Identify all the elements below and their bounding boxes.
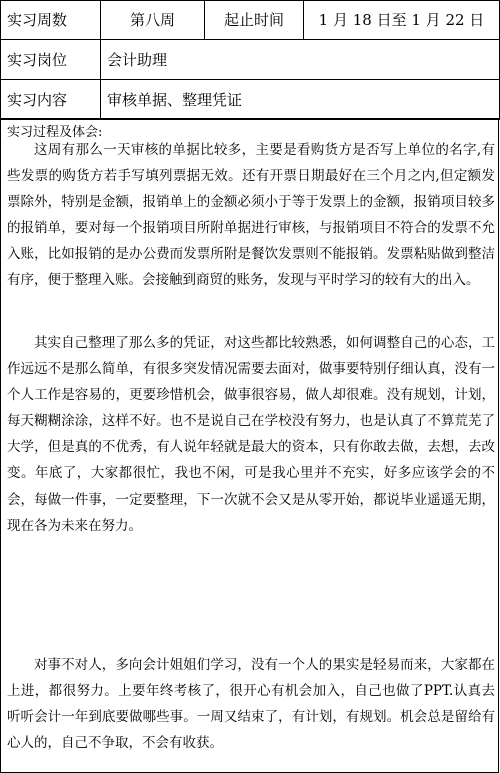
content-value: 审核单据、整理凭证	[101, 80, 500, 120]
position-row	[1, 40, 500, 80]
content-label: 实习内容	[1, 80, 101, 120]
section-label: 实习过程及体会:	[7, 125, 103, 140]
period-value: 1 月 18 日至 1 月 22 日	[304, 1, 500, 40]
content-row	[1, 80, 500, 120]
reflection-section	[0, 118, 499, 773]
paragraph-3: 对事不对人，多向会计姐姐们学习，没有一个人的果实是轻易而来，大家都在上进，都很努力。上要年终考核了，很开心有机会加入，自己也做了PPT.认真去听听会计一年到底要做哪些事。一周又结束了，有计划，有规划。机会总是留给有心人的，自己不争取，不会有收获。	[7, 657, 495, 752]
weeks-value: 第八周	[101, 1, 205, 40]
report-header-table	[0, 0, 500, 120]
paragraph-2: 其实自己整理了那么多的凭证，对这些都比较熟悉，如何调整自己的心态，工作远远不是那么简单，有很多突发情况需要去面对，做事要特别仔细认真，没有一个人工作是容易的，更要珍惜机会，做事很容易，做人却很难。没有规划，计划，每天糊糊涂涂，这样不好。也不是说自己在学校没有努力，也是认真了不算荒芜了大学，但是真的不优秀，有人说年轻就是最大的资本，只有你敢去做，去想，去改变。年底了，大家都很忙，我也不闲，可是我心里并不充实，好多应该学会的不会，每做一件事，一定要整理，下一次就不会又是从零开始，都说毕业遥遥无期，现在各为未来在努力。	[7, 335, 495, 534]
weeks-row	[1, 1, 500, 40]
period-label: 起止时间	[205, 1, 304, 40]
paragraph-1: 这周有那么一天审核的单据比较多，主要是看购货方是否写上单位的名字,有些发票的购货方若手写填列票据无效。还有开票日期最好在三个月之内,但定额发票除外，特别是金额，报销单上的金额必须小于等于发票上的金额，报销项目较多的报销单，要对每一个报销项目所附单据进行审核，与报销项目不符合的发票不允入账，比如报销的是办公费而发票所附是餐饮发票则不能报销。发票粘贴做到整洁有序，便于整理入账。会接触到商贸的账务，发现与平时学习的较有大的出入。	[7, 142, 495, 289]
weeks-label: 实习周数	[1, 1, 101, 40]
position-value: 会计助理	[101, 40, 500, 80]
position-label: 实习岗位	[1, 40, 101, 80]
